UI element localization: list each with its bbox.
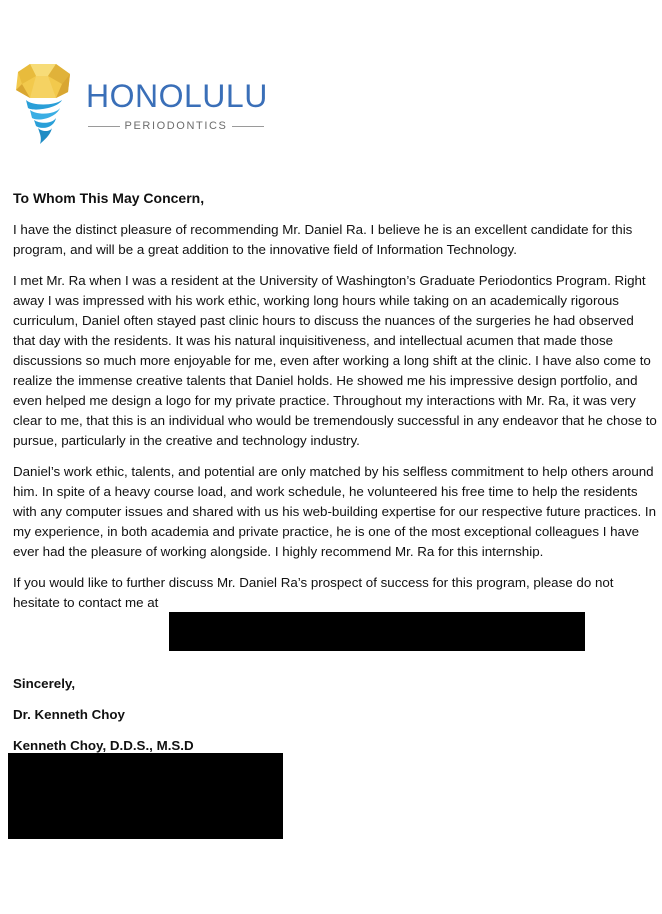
letter-paragraph-3: Daniel’s work ethic, talents, and potential are only matched by his selfless commitment to help others around him. In spite of a heavy course load, and work schedule, he volunteered his free time to help the residents with any computer issues and shared with us his web-building expertise for our respective future practices. In my experience, in both academia and private practice, he is one of the most exceptional colleagues I have ever had the pleasure of working alongside. I highly recommend Mr. Ra for this internship. bbox=[13, 464, 657, 559]
redacted-contact-block bbox=[169, 612, 585, 651]
letter-greeting: To Whom This May Concern, bbox=[13, 190, 205, 206]
logo-subtitle-row bbox=[88, 119, 264, 133]
letter-paragraph-2: I met Mr. Ra when I was a resident at the University of Washington’s Graduate Periodontics Program. Right away I was impressed with his work ethic, working long hours while taking on an academically rigorous curriculum, Daniel often stayed past clinic hours to discuss the nuances of the surgeries he had observed that day with the residents. It was his natural inquisitiveness, and intellectual acumen that made those discussions so much more enjoyable for me, even after working a long shift at the clinic. I have also come to realize the immense creative talents that Daniel holds. He showed me his impressive design portfolio, and even helped me design a logo for my private practice. Throughout my interactions with Mr. Ra, it was very clear to me, that this is an individual who would be tremendously successful in any endeavor that he chose to pursue, particularly in the creative and technology industry. bbox=[13, 273, 657, 448]
signer-title: Kenneth Choy, D.D.S., M.S.D bbox=[13, 738, 194, 753]
letter-closing: Sincerely, bbox=[13, 676, 76, 691]
signer-name: Dr. Kenneth Choy bbox=[13, 707, 125, 722]
letter-body bbox=[13, 188, 658, 624]
logo-wordmark: HONOLULU bbox=[86, 78, 268, 114]
redacted-signature-block bbox=[8, 753, 283, 839]
tooth-logo-icon bbox=[12, 62, 74, 146]
logo-rule-left bbox=[88, 126, 120, 127]
letter-contact-paragraph: If you would like to further discuss Mr. Daniel Ra’s prospect of success for this program, please do not hesitate to contact me at bbox=[13, 575, 614, 610]
letter-paragraph-1: I have the distinct pleasure of recommending Mr. Daniel Ra. I believe he is an excellent candidate for this program, and will be a great addition to the innovative field of Information Technology. bbox=[13, 222, 633, 257]
practice-logo bbox=[12, 62, 282, 152]
logo-subtitle: PERIODONTICS bbox=[124, 119, 228, 132]
logo-rule-right bbox=[232, 126, 264, 127]
